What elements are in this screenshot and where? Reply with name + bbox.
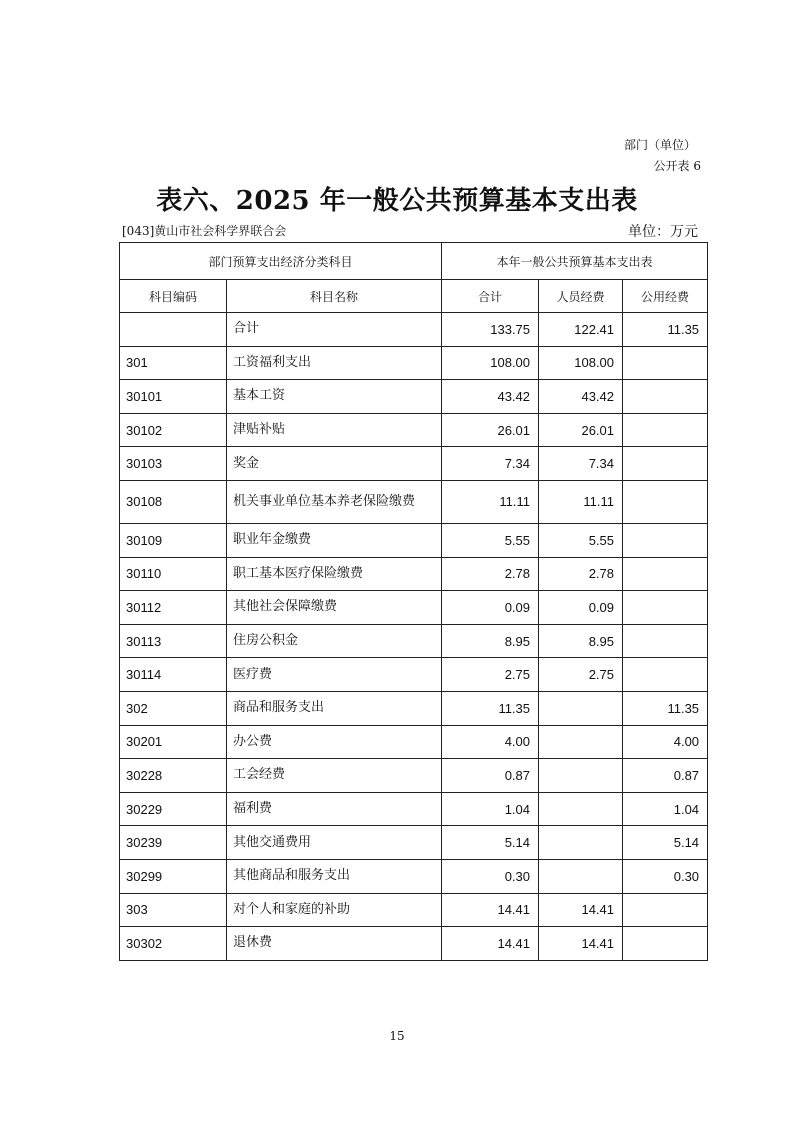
cell-public: 1.04: [623, 792, 708, 826]
cell-public: [623, 346, 708, 380]
column-header-name: 科目名称: [227, 280, 442, 313]
cell-public: 0.87: [623, 759, 708, 793]
cell-personnel: 14.41: [539, 927, 623, 961]
cell-personnel: [539, 792, 623, 826]
cell-code: 30228: [120, 759, 227, 793]
table-row: [120, 759, 708, 793]
table-row: [120, 447, 708, 481]
cell-code: 30113: [120, 624, 227, 658]
cell-public: [623, 591, 708, 625]
cell-public: 11.35: [623, 691, 708, 725]
cell-public: 4.00: [623, 725, 708, 759]
cell-name: 职业年金缴费: [227, 523, 442, 557]
cell-name: 其他交通费用: [227, 826, 442, 860]
cell-personnel: 14.41: [539, 893, 623, 927]
table-row: [120, 413, 708, 447]
table-row: [120, 624, 708, 658]
table-row: [120, 893, 708, 927]
cell-name: 商品和服务支出: [227, 691, 442, 725]
cell-total: 43.42: [442, 380, 539, 414]
budget-expenditure-table: [119, 242, 708, 961]
table-row: [120, 346, 708, 380]
cell-total: 108.00: [442, 346, 539, 380]
cell-total: 5.14: [442, 826, 539, 860]
table-row: [120, 380, 708, 414]
organization-name: [043]黄山市社会科学界联合会: [122, 224, 287, 238]
cell-personnel: 8.95: [539, 624, 623, 658]
table-row: [120, 658, 708, 692]
cell-public: [623, 658, 708, 692]
cell-public: [623, 447, 708, 481]
cell-total: 14.41: [442, 927, 539, 961]
table-body: [120, 313, 708, 961]
page-number: 15: [389, 1029, 405, 1043]
table-row: [120, 557, 708, 591]
cell-total: 0.87: [442, 759, 539, 793]
cell-personnel: 0.09: [539, 591, 623, 625]
cell-code: 30102: [120, 413, 227, 447]
department-unit-label: 部门（单位）: [623, 138, 696, 152]
table-row: [120, 523, 708, 557]
cell-name: 机关事业单位基本养老保险缴费: [227, 480, 442, 523]
cell-total: 0.09: [442, 591, 539, 625]
cell-code: 30108: [120, 480, 227, 523]
group-header-economic-classification: 部门预算支出经济分类科目: [120, 243, 442, 280]
cell-name: 办公费: [227, 725, 442, 759]
cell-personnel: [539, 725, 623, 759]
cell-public: [623, 927, 708, 961]
column-header-personnel: 人员经费: [539, 280, 623, 313]
table-row: [120, 927, 708, 961]
cell-public: [623, 480, 708, 523]
table-row: [120, 859, 708, 893]
cell-total: 5.55: [442, 523, 539, 557]
cell-code: 30112: [120, 591, 227, 625]
cell-personnel: [539, 826, 623, 860]
cell-personnel: 7.34: [539, 447, 623, 481]
cell-name: 其他商品和服务支出: [227, 859, 442, 893]
cell-code: 301: [120, 346, 227, 380]
cell-public: [623, 413, 708, 447]
cell-personnel: 11.11: [539, 480, 623, 523]
cell-total: 8.95: [442, 624, 539, 658]
table-row: [120, 313, 708, 347]
cell-personnel: [539, 691, 623, 725]
table-row: [120, 792, 708, 826]
cell-code: 30114: [120, 658, 227, 692]
cell-public: [623, 380, 708, 414]
cell-personnel: 5.55: [539, 523, 623, 557]
cell-name: 工会经费: [227, 759, 442, 793]
cell-total: 14.41: [442, 893, 539, 927]
cell-code: 30299: [120, 859, 227, 893]
cell-code: 30229: [120, 792, 227, 826]
cell-public: [623, 893, 708, 927]
cell-name: 合计: [227, 313, 442, 347]
cell-name: 工资福利支出: [227, 346, 442, 380]
table-row: [120, 480, 708, 523]
cell-name: 奖金: [227, 447, 442, 481]
cell-total: 26.01: [442, 413, 539, 447]
cell-personnel: 43.42: [539, 380, 623, 414]
column-header-code: 科目编码: [120, 280, 227, 313]
cell-total: 2.78: [442, 557, 539, 591]
column-header-total: 合计: [442, 280, 539, 313]
cell-public: 0.30: [623, 859, 708, 893]
cell-personnel: 2.78: [539, 557, 623, 591]
cell-total: 11.35: [442, 691, 539, 725]
table-row: [120, 591, 708, 625]
cell-personnel: 122.41: [539, 313, 623, 347]
cell-total: 7.34: [442, 447, 539, 481]
cell-personnel: 2.75: [539, 658, 623, 692]
group-header-basic-expenditure: 本年一般公共预算基本支出表: [442, 243, 708, 280]
cell-name: 福利费: [227, 792, 442, 826]
cell-personnel: 108.00: [539, 346, 623, 380]
currency-unit-label: 单位：万元: [628, 224, 698, 240]
page-title: 表六、2025 年一般公共预算基本支出表: [156, 186, 638, 216]
cell-code: 30109: [120, 523, 227, 557]
cell-total: 0.30: [442, 859, 539, 893]
cell-name: 职工基本医疗保险缴费: [227, 557, 442, 591]
cell-code: 30302: [120, 927, 227, 961]
table-row: [120, 725, 708, 759]
cell-name: 其他社会保障缴费: [227, 591, 442, 625]
cell-public: [623, 557, 708, 591]
cell-code: 30201: [120, 725, 227, 759]
public-table-number: 公开表 6: [653, 159, 701, 173]
cell-code: [120, 313, 227, 347]
cell-code: 30110: [120, 557, 227, 591]
cell-code: 302: [120, 691, 227, 725]
cell-name: 退休费: [227, 927, 442, 961]
cell-public: [623, 624, 708, 658]
cell-name: 医疗费: [227, 658, 442, 692]
cell-code: 30103: [120, 447, 227, 481]
cell-public: 11.35: [623, 313, 708, 347]
cell-total: 133.75: [442, 313, 539, 347]
column-header-public: 公用经费: [623, 280, 708, 313]
cell-personnel: [539, 859, 623, 893]
cell-personnel: [539, 759, 623, 793]
cell-name: 住房公积金: [227, 624, 442, 658]
cell-public: 5.14: [623, 826, 708, 860]
cell-name: 津贴补贴: [227, 413, 442, 447]
cell-name: 对个人和家庭的补助: [227, 893, 442, 927]
cell-total: 11.11: [442, 480, 539, 523]
cell-code: 303: [120, 893, 227, 927]
cell-code: 30239: [120, 826, 227, 860]
cell-code: 30101: [120, 380, 227, 414]
cell-personnel: 26.01: [539, 413, 623, 447]
table-row: [120, 691, 708, 725]
cell-total: 4.00: [442, 725, 539, 759]
cell-total: 1.04: [442, 792, 539, 826]
cell-name: 基本工资: [227, 380, 442, 414]
cell-total: 2.75: [442, 658, 539, 692]
table-row: [120, 826, 708, 860]
cell-public: [623, 523, 708, 557]
